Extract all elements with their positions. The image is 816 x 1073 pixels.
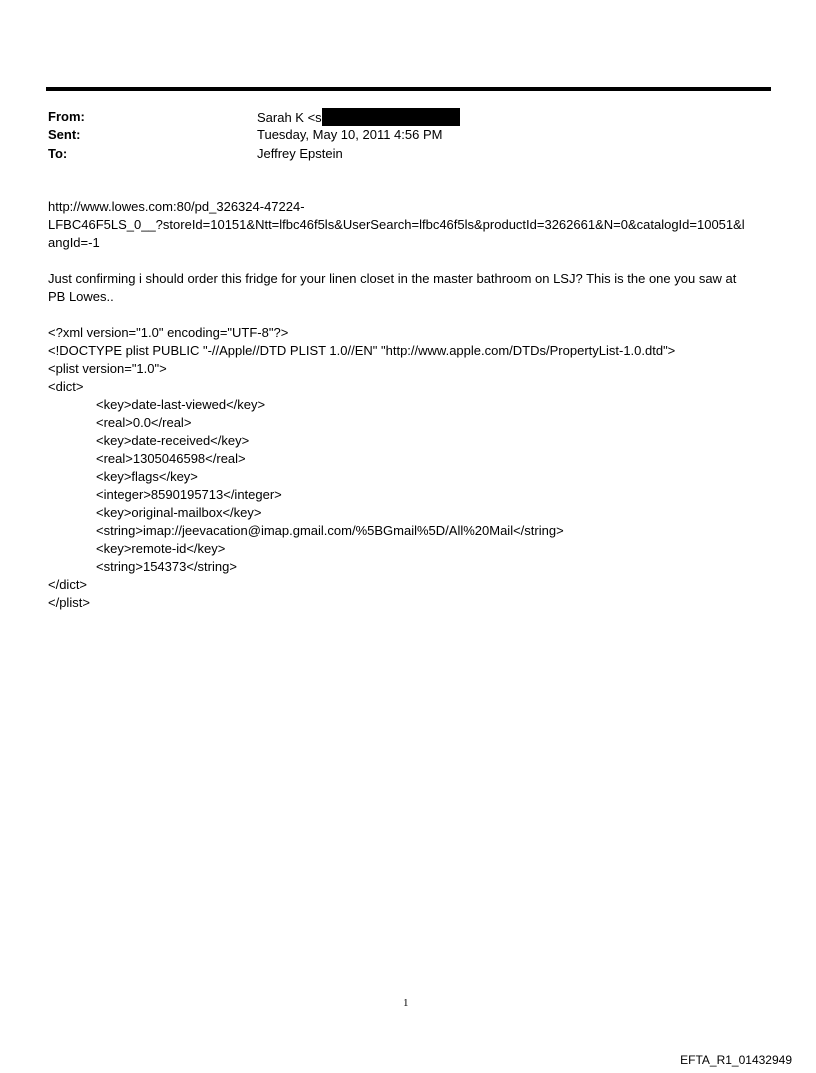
url-line-2: LFBC46F5LS_0__?storeId=10151&Ntt=lfbc46f5ls&UserSearch=lfbc46f5ls&productId=3262661&N=0&catalogId=10051&l: [48, 217, 745, 232]
bates-number: EFTA_R1_01432949: [680, 1053, 792, 1067]
xml-indented-line: <integer>8590195713</integer>: [96, 487, 282, 502]
redaction-block: [322, 108, 460, 126]
xml-line: <dict>: [48, 379, 84, 394]
xml-line: <plist version="1.0">: [48, 361, 167, 376]
url-line-1: http://www.lowes.com:80/pd_326324-47224-: [48, 199, 305, 214]
xml-indented-line: <string>imap://jeevacation@imap.gmail.com/%5BGmail%5D/All%20Mail</string>: [96, 523, 564, 538]
from-value-text: Sarah K <s: [257, 110, 322, 125]
to-label: To:: [48, 146, 68, 161]
message-line-2: PB Lowes..: [48, 289, 114, 304]
sent-value: Tuesday, May 10, 2011 4:56 PM: [257, 127, 443, 142]
xml-indented-line: <string>154373</string>: [96, 559, 237, 574]
xml-closing-line: </plist>: [48, 595, 90, 610]
message-line-1: Just confirming i should order this fridge for your linen closet in the master bathroom on LSJ? This is the one you saw at: [48, 271, 737, 286]
xml-indented-line: <key>date-received</key>: [96, 433, 250, 448]
xml-line: <?xml version="1.0" encoding="UTF-8"?>: [48, 325, 289, 340]
from-value: [257, 108, 460, 126]
header-rule: [46, 87, 771, 91]
xml-indented-line: <key>remote-id</key>: [96, 541, 226, 556]
page-number: 1: [403, 997, 409, 1009]
xml-indented-line: <key>original-mailbox</key>: [96, 505, 262, 520]
xml-line: <!DOCTYPE plist PUBLIC "-//Apple//DTD PLIST 1.0//EN" "http://www.apple.com/DTDs/PropertyList-1.0.dtd">: [48, 343, 676, 358]
xml-indented-line: <key>flags</key>: [96, 469, 198, 484]
from-label: From:: [48, 109, 85, 124]
xml-indented-line: <real>0.0</real>: [96, 415, 192, 430]
xml-indented-line: <real>1305046598</real>: [96, 451, 246, 466]
to-value: Jeffrey Epstein: [257, 146, 343, 161]
url-line-3: angId=-1: [48, 235, 100, 250]
xml-indented-line: <key>date-last-viewed</key>: [96, 397, 266, 412]
xml-closing-line: </dict>: [48, 577, 88, 592]
sent-label: Sent:: [48, 127, 81, 142]
